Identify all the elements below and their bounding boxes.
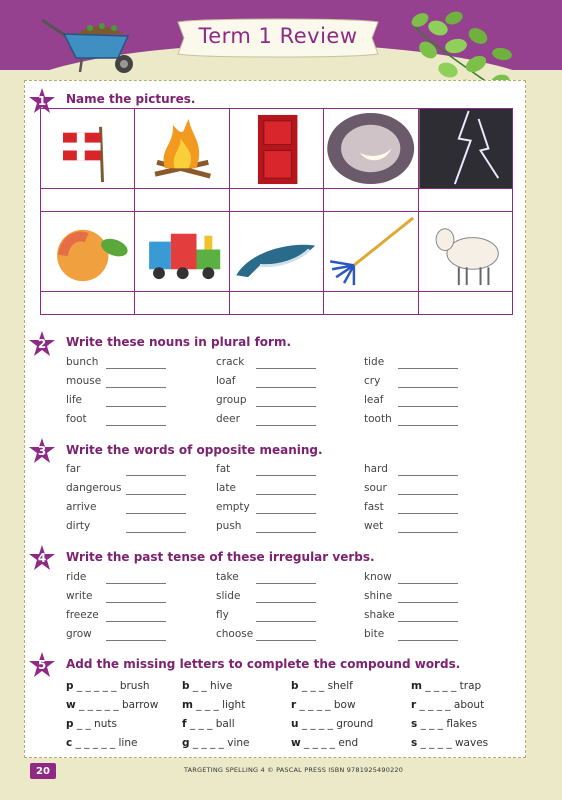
word-ending: hive (210, 680, 233, 692)
word-ending: brush (119, 680, 150, 692)
answer-line[interactable] (398, 583, 458, 584)
compound-word[interactable] (66, 737, 137, 749)
first-letter: f (182, 718, 187, 730)
missing-letters[interactable]: _ _ _ _ (300, 737, 339, 749)
word-prompt: tooth (364, 413, 392, 425)
word-prompt: foot (66, 413, 87, 425)
section-3-title: Write the words of opposite meaning. (66, 443, 323, 457)
page-title: Term 1 Review (198, 24, 358, 48)
word-prompt: crack (216, 356, 245, 368)
word-prompt: freeze (66, 609, 99, 621)
rake-picture (324, 212, 418, 292)
answer-line[interactable] (126, 513, 186, 514)
page-number: 20 (30, 763, 56, 779)
answer-line[interactable] (256, 406, 316, 407)
answer-line[interactable] (398, 532, 458, 533)
fire-picture (135, 109, 229, 189)
flag-picture (41, 109, 135, 189)
word-prompt: push (216, 520, 242, 532)
word-prompt: far (66, 463, 81, 475)
word-prompt: know (364, 571, 392, 583)
wheelbarrow-icon (38, 14, 138, 78)
section-1-badge: 1 (29, 88, 55, 114)
answer-line[interactable] (398, 425, 458, 426)
answer-line[interactable] (106, 583, 166, 584)
first-letter: p (66, 680, 74, 692)
moon-picture (324, 109, 418, 189)
answer-line[interactable] (398, 640, 458, 641)
answer-line[interactable] (398, 368, 458, 369)
answer-line[interactable] (398, 513, 458, 514)
missing-letters[interactable]: _ _ _ (298, 680, 328, 692)
answer-line[interactable] (256, 583, 316, 584)
door-picture (229, 109, 323, 189)
word-prompt: group (216, 394, 247, 406)
missing-letters[interactable]: _ _ _ _ _ (73, 680, 120, 692)
answer-line[interactable] (106, 425, 166, 426)
first-letter: w (66, 699, 76, 711)
section-2-badge: 2 (29, 331, 55, 357)
answer-line[interactable] (126, 475, 186, 476)
section-4-badge: 4 (29, 545, 55, 571)
word-prompt: loaf (216, 375, 236, 387)
answer-line[interactable] (256, 475, 316, 476)
first-letter: g (182, 737, 190, 749)
first-letter: b (291, 680, 299, 692)
answer-line[interactable] (398, 602, 458, 603)
missing-letters[interactable]: _ _ (189, 680, 211, 692)
section-2-title: Write these nouns in plural form. (66, 335, 292, 349)
missing-letters[interactable]: _ _ _ _ _ (72, 737, 119, 749)
word-prompt: hard (364, 463, 388, 475)
answer-line[interactable] (256, 532, 316, 533)
word-prompt: dangerous (66, 482, 122, 494)
answer-line[interactable] (106, 640, 166, 641)
answer-line[interactable] (256, 425, 316, 426)
answer-line[interactable] (398, 494, 458, 495)
answer-line[interactable] (106, 602, 166, 603)
word-prompt: grow (66, 628, 92, 640)
word-ending: waves (454, 737, 489, 749)
word-prompt: life (66, 394, 82, 406)
word-prompt: empty (216, 501, 250, 513)
word-prompt: ride (66, 571, 87, 583)
compound-word[interactable] (411, 680, 481, 692)
peach-picture (41, 212, 135, 292)
word-prompt: cry (364, 375, 381, 387)
compound-word[interactable] (411, 699, 484, 711)
first-letter: m (411, 680, 422, 692)
word-prompt: fat (216, 463, 231, 475)
word-ending: nuts (94, 718, 117, 730)
section-3-badge: 3 (29, 438, 55, 464)
first-letter: p (66, 718, 74, 730)
word-prompt: mouse (66, 375, 102, 387)
missing-letters[interactable]: _ _ _ _ (416, 699, 454, 711)
word-prompt: wet (364, 520, 384, 532)
word-ending: ball (215, 718, 235, 730)
missing-letters[interactable]: _ _ _ _ (298, 718, 337, 730)
word-ending: line (118, 737, 138, 749)
answer-line[interactable] (398, 387, 458, 388)
picture-grid (40, 108, 513, 315)
word-ending: about (453, 699, 485, 711)
word-prompt: leaf (364, 394, 384, 406)
answer-line[interactable] (256, 640, 316, 641)
word-ending: vine (227, 737, 250, 749)
answer-line[interactable] (256, 621, 316, 622)
word-ending: shelf (327, 680, 353, 692)
word-prompt: arrive (66, 501, 97, 513)
first-letter: w (291, 737, 301, 749)
answer-line[interactable] (126, 532, 186, 533)
answer-line[interactable] (106, 368, 166, 369)
word-prompt: tide (364, 356, 385, 368)
word-ending: trap (459, 680, 482, 692)
word-ending: end (338, 737, 359, 749)
word-prompt: dirty (66, 520, 91, 532)
compound-word[interactable] (411, 737, 488, 749)
compound-word[interactable] (291, 718, 373, 730)
first-letter: b (182, 680, 190, 692)
section-5-title: Add the missing letters to complete the compound words. (66, 657, 461, 671)
whale-picture (229, 212, 323, 292)
footer-credit: TARGETING SPELLING 4 © PASCAL PRESS ISBN 9781925490220 (184, 766, 404, 774)
word-prompt: shake (364, 609, 395, 621)
answer-line[interactable] (106, 621, 166, 622)
answer-line[interactable] (256, 513, 316, 514)
word-prompt: bite (364, 628, 385, 640)
word-prompt: bunch (66, 356, 99, 368)
answer-line[interactable] (398, 475, 458, 476)
word-prompt: take (216, 571, 239, 583)
compound-word[interactable] (411, 718, 477, 730)
compound-word[interactable] (182, 699, 245, 711)
missing-letters[interactable]: _ _ _ _ (421, 680, 460, 692)
first-letter: r (411, 699, 417, 711)
missing-letters[interactable]: _ _ _ _ (296, 699, 334, 711)
compound-word[interactable] (66, 699, 158, 711)
missing-letters[interactable]: _ _ _ (192, 699, 223, 711)
sheep-picture (418, 212, 512, 292)
first-letter: m (182, 699, 193, 711)
missing-letters[interactable]: _ _ _ (186, 718, 216, 730)
missing-letters[interactable]: _ _ _ _ _ (75, 699, 122, 711)
answer-line[interactable] (256, 387, 316, 388)
missing-letters[interactable]: _ _ _ _ (189, 737, 228, 749)
word-prompt: deer (216, 413, 240, 425)
word-prompt: late (216, 482, 236, 494)
missing-letters[interactable]: _ _ _ _ (417, 737, 455, 749)
missing-letters[interactable]: _ _ (73, 718, 95, 730)
answer-line[interactable] (256, 494, 316, 495)
first-letter: c (66, 737, 73, 749)
word-prompt: sour (364, 482, 387, 494)
answer-line[interactable] (256, 602, 316, 603)
answer-line[interactable] (256, 368, 316, 369)
word-prompt: fly (216, 609, 229, 621)
compound-word[interactable] (66, 718, 117, 730)
compound-word[interactable] (66, 680, 150, 692)
compound-word[interactable] (291, 699, 356, 711)
first-letter: s (411, 718, 418, 730)
lightning-picture (418, 109, 512, 189)
section-4-title: Write the past tense of these irregular verbs. (66, 550, 375, 564)
answer-line[interactable] (126, 494, 186, 495)
answer-line[interactable] (398, 406, 458, 407)
answer-line[interactable] (106, 387, 166, 388)
word-ending: ground (336, 718, 374, 730)
word-prompt: write (66, 590, 93, 602)
word-ending: bow (333, 699, 356, 711)
train-picture (135, 212, 229, 292)
word-ending: light (222, 699, 246, 711)
first-letter: u (291, 718, 299, 730)
word-prompt: shine (364, 590, 393, 602)
word-prompt: slide (216, 590, 241, 602)
first-letter: r (291, 699, 297, 711)
word-prompt: choose (216, 628, 254, 640)
compound-word[interactable] (291, 680, 353, 692)
compound-word[interactable] (291, 737, 358, 749)
word-ending: barrow (121, 699, 159, 711)
compound-word[interactable] (182, 737, 249, 749)
compound-word[interactable] (182, 718, 235, 730)
word-prompt: fast (364, 501, 384, 513)
section-1-title: Name the pictures. (66, 92, 196, 106)
missing-letters[interactable]: _ _ _ (417, 718, 447, 730)
answer-line[interactable] (398, 621, 458, 622)
word-ending: flakes (446, 718, 478, 730)
compound-word[interactable] (182, 680, 232, 692)
first-letter: s (411, 737, 418, 749)
answer-line[interactable] (106, 406, 166, 407)
section-5-badge: 5 (29, 652, 55, 678)
